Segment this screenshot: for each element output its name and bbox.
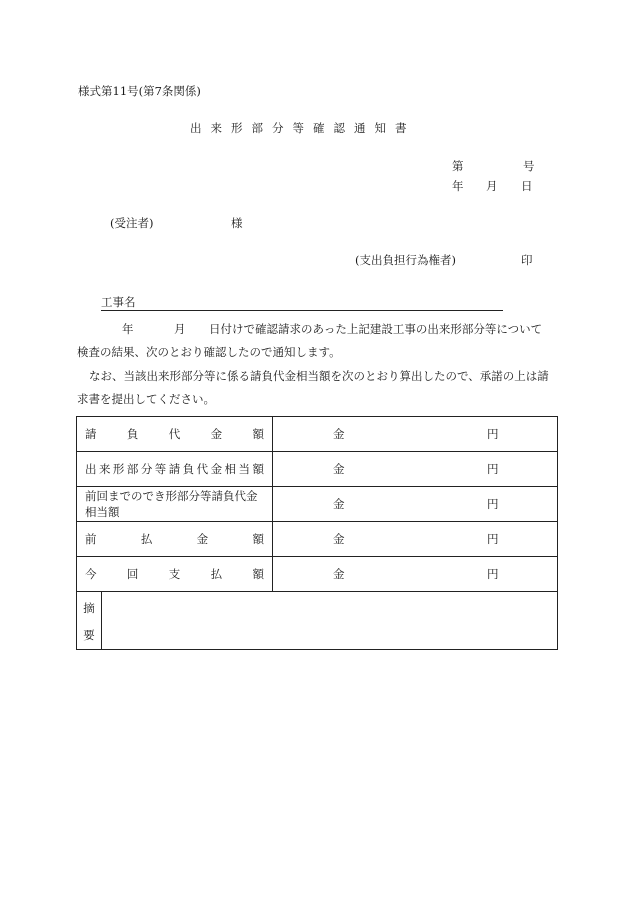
number-prefix: 第 [452,159,464,173]
completed-portion-amount-value [273,452,558,487]
previous-portion-amount-label: 前回までのでき形部分等請負代金 相当額 [77,487,273,522]
completed-portion-amount-label: 出 来 形 部 分 等 請 負 代 金 相 当 額 [77,452,273,487]
yen-label: 円 [487,532,499,546]
kin-label: 金 [333,462,345,476]
current-payment-value [273,557,558,592]
project-name-underline [101,310,503,311]
date-month: 月 [486,179,498,193]
form-number: 様式第11号(第7条関係) [78,84,201,98]
number-suffix: 号 [523,159,535,173]
table-row [77,557,558,592]
remarks-field [102,592,558,650]
table-row [77,452,558,487]
remarks-label: 摘 要 [77,592,102,650]
advance-payment-label: 前 払 金 額 [77,522,273,557]
current-payment-label: 今 回 支 払 額 [77,557,273,592]
date-year: 年 [452,179,464,193]
kin-label: 金 [333,427,345,441]
amount-table [76,416,558,650]
document-title: 出来形部分等確認通知書 [190,121,416,135]
advance-payment-value [273,522,558,557]
date-day: 日 [521,179,533,193]
yen-label: 円 [487,497,499,511]
body-line1: 日付けで確認請求のあった上記建設工事の出来形部分等について [209,322,543,336]
seal-mark: 印 [521,253,533,267]
contractor-honorific: 様 [231,216,243,230]
table-row [77,522,558,557]
issuer-label: (支出負担行為権者) [355,253,456,267]
kin-label: 金 [333,567,345,581]
kin-label: 金 [333,497,345,511]
contract-amount-value [273,417,558,452]
project-name-label: 工事名 [101,295,136,309]
contract-amount-label: 請 負 代 金 額 [77,417,273,452]
table-row [77,417,558,452]
contractor-label: (受注者) [110,216,154,230]
table-row [77,592,558,650]
body-line3: なお、当該出来形部分等に係る請負代金相当額を次のとおり算出したので、承諾の上は請 [89,369,549,383]
yen-label: 円 [487,462,499,476]
yen-label: 円 [487,427,499,441]
kin-label: 金 [333,532,345,546]
body-year: 年 [122,322,134,336]
body-month: 月 [174,322,186,336]
previous-portion-amount-value [273,487,558,522]
table-row [77,487,558,522]
body-line4: 求書を提出してください。 [77,392,215,406]
yen-label: 円 [487,567,499,581]
body-line2: 検査の結果、次のとおり確認したので通知します。 [77,345,341,359]
